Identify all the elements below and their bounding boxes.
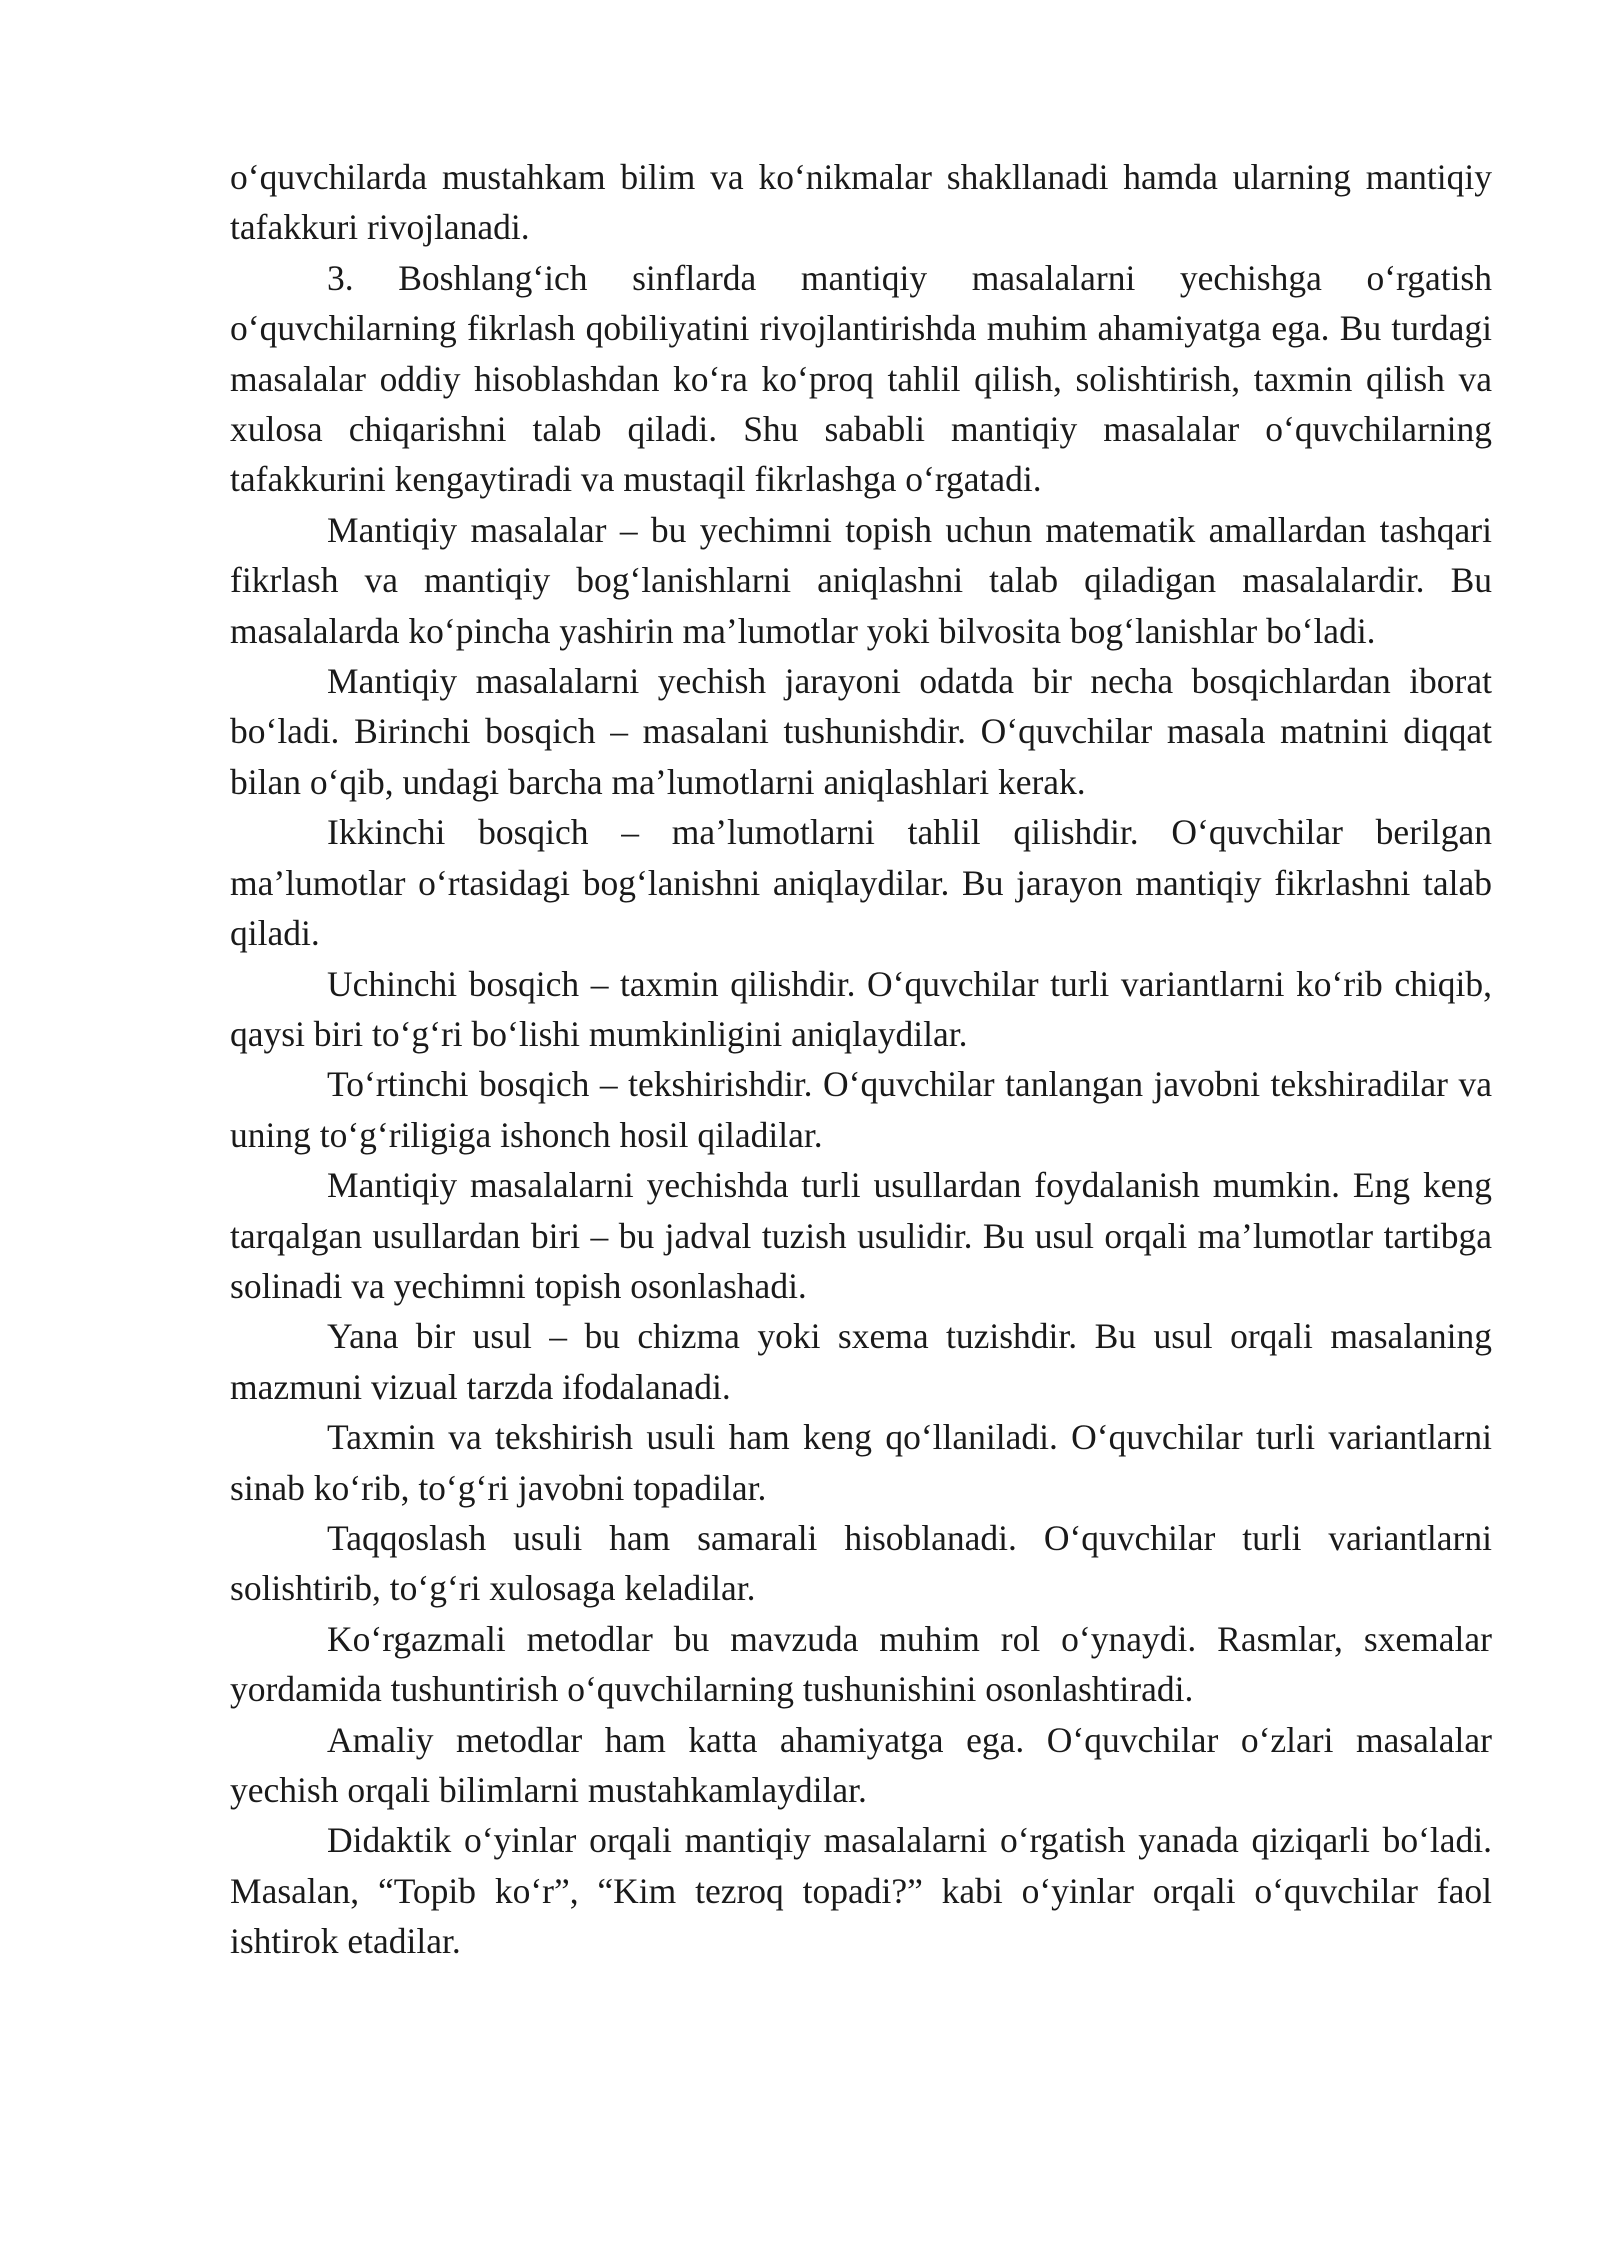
paragraph-stage-1: Mantiqiy masalalarni yechish jarayoni odatda bir necha bosqichlardan iborat bo‘ladi. Birinchi bosqich – masalani tushunishdir. O‘quvchilar masala matnini diqqat bilan o‘qib, undagi barcha ma’lumotlarni aniqlashlari kerak. — [230, 661, 1492, 802]
paragraph-didactic-games: Didaktik o‘yinlar orqali mantiqiy masalalarni o‘rgatish yanada qiziqarli bo‘ladi. Masalan, “Topib ko‘r”, “Kim tezroq topadi?” kabi o‘yinlar orqali o‘quvchilar faol ishtirok etadilar. — [230, 1820, 1492, 1962]
paragraph-continuation: o‘quvchilarda mustahkam bilim va ko‘nikmalar shakllanadi hamda ularning mantiqiy tafakkuri rivojlanadi. — [230, 157, 1492, 248]
paragraph-stage-4: To‘rtinchi bosqich – tekshirishdir. O‘quvchilar tanlangan javobni tekshiradilar va uning to‘g‘riligiga ishonch hosil qiladilar. — [230, 1064, 1492, 1155]
document-page — [230, 152, 1492, 1967]
paragraph-stage-3: Uchinchi bosqich – taxmin qilishdir. O‘quvchilar turli variantlarni ko‘rib chiqib, qaysi biri to‘g‘ri bo‘lishi mumkinligini aniqlaydilar. — [230, 963, 1492, 1054]
paragraph-table-method: Mantiqiy masalalarni yechishda turli usullardan foydalanish mumkin. Eng keng tarqalgan usullardan biri – bu jadval tuzish usulidir. Bu usul orqali ma’lumotlar tartibga solinadi va yechimni topish osonlashadi. — [230, 1165, 1492, 1306]
paragraph-section-3-intro: 3. Boshlang‘ich sinflarda mantiqiy masalalarni yechishga o‘rgatish o‘quvchilarning fikrlash qobiliyatini rivojlantirishda muhim ahamiyatga ega. Bu turdagi masalalar oddiy hisoblashdan ko‘ra ko‘proq tahlil qilish, solishtirish, taxmin qilish va xulosa chiqarishni talab qiladi. Shu sababli mantiqiy masalalar o‘quvchilarning tafakkurini kengaytiradi va mustaqil fikrlashga o‘rgatadi. — [230, 257, 1492, 500]
paragraph-diagram-method: Yana bir usul – bu chizma yoki sxema tuzishdir. Bu usul orqali masalaning mazmuni vizual tarzda ifodalanadi. — [230, 1316, 1492, 1407]
paragraph-visual-methods: Ko‘rgazmali metodlar bu mavzuda muhim rol o‘ynaydi. Rasmlar, sxemalar yordamida tushuntirish o‘quvchilarning tushunishini osonlashtiradi. — [230, 1618, 1492, 1710]
paragraph-guess-check-method: Taxmin va tekshirish usuli ham keng qo‘llaniladi. O‘quvchilar turli variantlarni sinab ko‘rib, to‘g‘ri javobni topadilar. — [230, 1417, 1492, 1508]
paragraph-comparison-method: Taqqoslash usuli ham samarali hisoblanadi. O‘quvchilar turli variantlarni solishtirib, to‘g‘ri xulosaga keladilar. — [230, 1517, 1492, 1609]
paragraph-definition: Mantiqiy masalalar – bu yechimni topish uchun matematik amallardan tashqari fikrlash va mantiqiy bog‘lanishlarni aniqlashni talab qiladigan masalalardir. Bu masalalarda ko‘pincha yashirin ma’lumotlar yoki bilvosita bog‘lanishlar bo‘ladi. — [230, 509, 1492, 651]
paragraph-practical-methods: Amaliy metodlar ham katta ahamiyatga ega. O‘quvchilar o‘zlari masalalar yechish orqali bilimlarni mustahkamlaydilar. — [230, 1719, 1492, 1810]
paragraph-stage-2: Ikkinchi bosqich – ma’lumotlarni tahlil qilishdir. O‘quvchilar berilgan ma’lumotlar o‘rtasidagi bog‘lanishni aniqlaydilar. Bu jarayon mantiqiy fikrlashni talab qiladi. — [230, 812, 1492, 954]
